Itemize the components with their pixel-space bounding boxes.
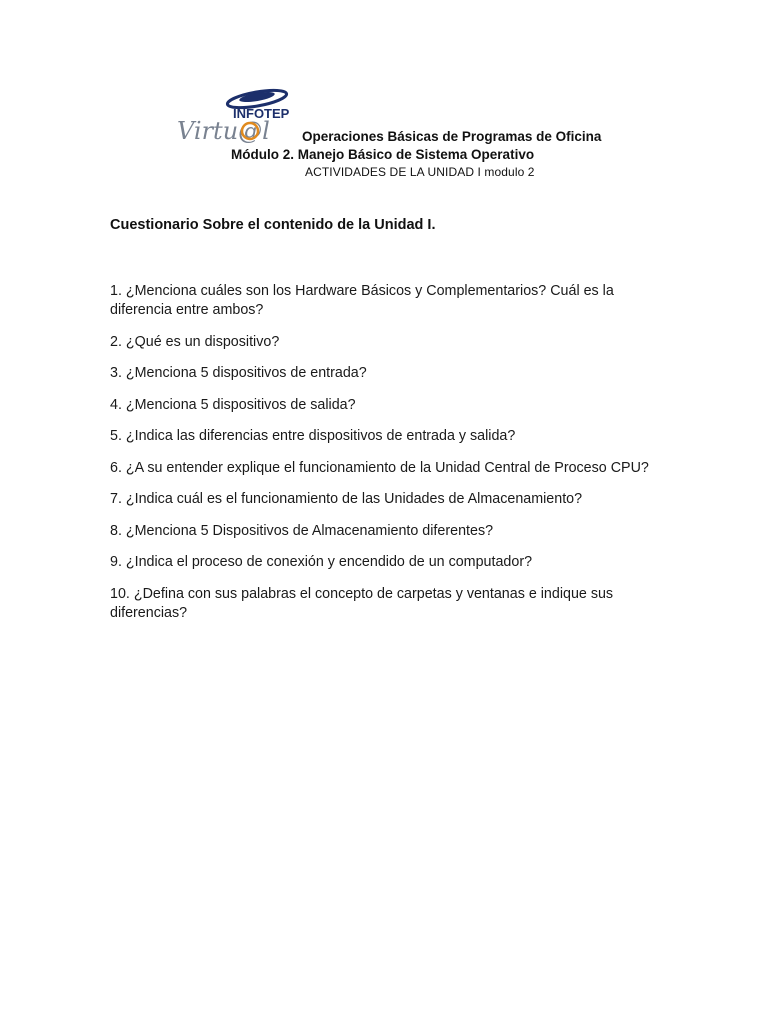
questionnaire-title: Cuestionario Sobre el contenido de la Unidad I. — [110, 217, 436, 233]
infotep-logo-graphic — [175, 84, 295, 150]
question-item: 1. ¿Menciona cuáles son los Hardware Básicos y Complementarios? Cuál es la diferencia entre ambos? — [110, 283, 614, 318]
question-item: 10. ¿Defina con sus palabras el concepto de carpetas y ventanas e indique sus diferencias? — [110, 585, 614, 621]
question-item: 2. ¿Qué es un dispositivo? — [110, 333, 280, 350]
question-item: 5. ¿Indica las diferencias entre dispositivos de entrada y salida? — [110, 428, 516, 444]
course-title: Operaciones Básicas de Programas de Oficina — [302, 129, 602, 144]
question-item: 3. ¿Menciona 5 dispositivos de entrada? — [110, 365, 367, 381]
question-item: 8. ¿Menciona 5 Dispositivos de Almacenamiento diferentes? — [110, 522, 494, 539]
infotep-virtual-logo — [175, 84, 295, 150]
logo-infotep-text: INFOTEP — [233, 106, 290, 121]
question-item: 6. ¿A su entender explique el funcionamiento de la Unidad Central de Proceso CPU? — [110, 459, 649, 476]
activities-title: ACTIVIDADES DE LA UNIDAD I modulo 2 — [305, 165, 535, 179]
question-list — [110, 282, 665, 635]
module-title: Módulo 2. Manejo Básico de Sistema Operativo — [231, 147, 535, 162]
question-item: 4. ¿Menciona 5 dispositivos de salida? — [110, 396, 356, 413]
question-item: 9. ¿Indica el proceso de conexión y encendido de un computador? — [110, 554, 533, 570]
question-item: 7. ¿Indica cuál es el funcionamiento de las Unidades de Almacenamiento? — [110, 491, 583, 507]
logo-virtual-text: Virtu@l — [177, 117, 270, 145]
